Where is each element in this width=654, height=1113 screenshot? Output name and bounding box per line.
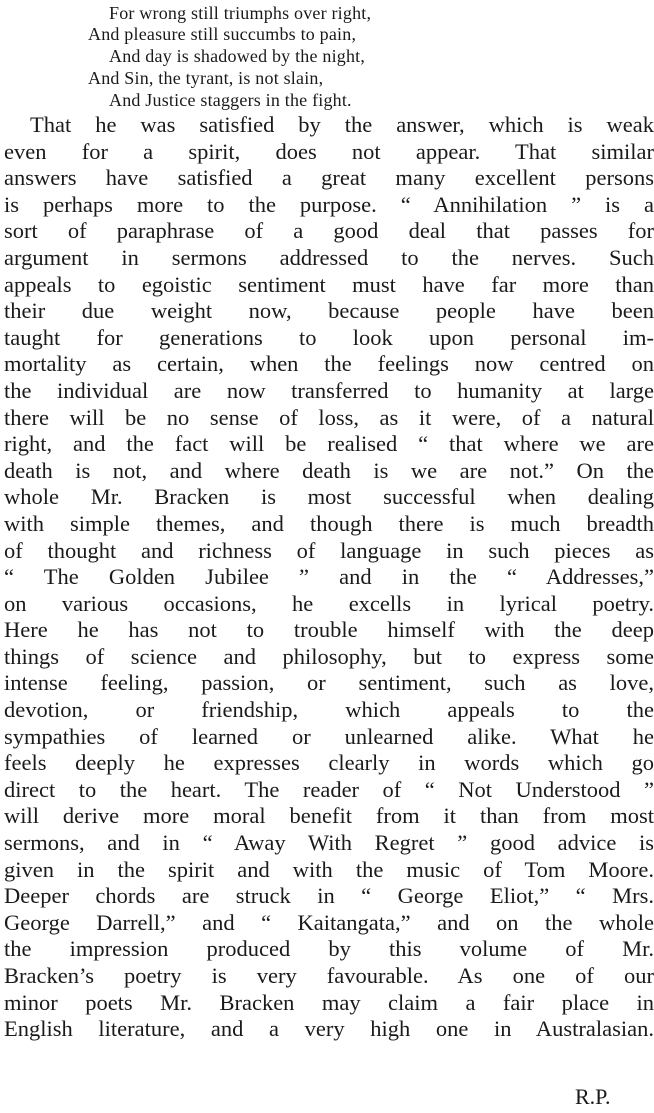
- paragraph-line: Deeper chords are struck in “ George Eliot,” “ Mrs.: [4, 883, 654, 909]
- paragraph-line: of thought and richness of language in such pieces as: [4, 537, 654, 563]
- review-paragraph: [4, 112, 654, 1043]
- paragraph-line: minor poets Mr. Bracken may claim a fair place in: [4, 989, 654, 1015]
- paragraph-line: George Darrell,” and “ Kaitangata,” and on the whole: [4, 909, 654, 935]
- paragraph-line: right, and the fact will be realised “ that where we are: [4, 431, 654, 457]
- paragraph-line: That he was satisfied by the answer, which is weak: [30, 112, 654, 137]
- paragraph-line: answers have satisfied a great many excellent persons: [4, 165, 654, 191]
- paragraph-line: Here he has not to trouble himself with the deep: [4, 617, 654, 643]
- paragraph-line: sermons, and in “ Away With Regret ” good advice is: [4, 830, 654, 856]
- paragraph-line: given in the spirit and with the music of Tom Moore.: [4, 856, 654, 882]
- paragraph-line: sort of paraphrase of a good deal that passes for: [4, 218, 654, 244]
- paragraph-line: on various occasions, he excells in lyrical poetry.: [4, 590, 654, 616]
- paragraph-line: devotion, or friendship, which appeals to the: [4, 697, 654, 723]
- paragraph-line: argument in sermons addressed to the nerves. Such: [4, 244, 654, 270]
- paragraph-line: the impression produced by this volume of Mr.: [4, 936, 654, 962]
- paragraph-line: their due weight now, because people have been: [4, 298, 654, 324]
- poem-line: For wrong still triumphs over right,: [109, 3, 372, 23]
- poem-line: And pleasure still succumbs to pain,: [88, 24, 357, 44]
- paragraph-line: things of science and philosophy, but to express some: [4, 643, 654, 669]
- paragraph-line: whole Mr. Bracken is most successful when dealing: [4, 484, 654, 510]
- paragraph-line: appeals to egoistic sentiment must have far more than: [4, 271, 654, 297]
- paragraph-line: the individual are now transferred to humanity at large: [4, 377, 654, 403]
- paragraph-line: intense feeling, passion, or sentiment, such as love,: [4, 670, 654, 696]
- paragraph-line: feels deeply he expresses clearly in words which go: [4, 750, 654, 776]
- paragraph-line: “ The Golden Jubilee ” and in the “ Addresses,”: [4, 564, 654, 590]
- author-signature: R.P.: [575, 1084, 611, 1109]
- poem-line: And Sin, the tyrant, is not slain,: [88, 68, 324, 88]
- poem-line: And Justice staggers in the fight.: [109, 90, 352, 110]
- paragraph-line: sympathies of learned or unlearned alike. What he: [4, 723, 654, 749]
- paragraph-line: will derive more moral benefit from it than from most: [4, 803, 654, 829]
- paragraph-line: death is not, and where death is we are not.” On the: [4, 457, 654, 483]
- paragraph-line: even for a spirit, does not appear. That similar: [4, 138, 654, 164]
- paragraph-line: there will be no sense of loss, as it were, of a natural: [4, 404, 654, 430]
- paragraph-line: English literature, and a very high one in Australasian.: [4, 1016, 654, 1042]
- poem-line: And day is shadowed by the night,: [109, 46, 366, 66]
- paragraph-line: Bracken’s poetry is very favourable. As one of our: [4, 963, 654, 988]
- paragraph-line: is perhaps more to the purpose. “ Annihilation ” is a: [4, 191, 654, 217]
- paragraph-line: direct to the heart. The reader of “ Not Understood ”: [4, 776, 654, 802]
- paragraph-line: with simple themes, and though there is much breadth: [4, 510, 654, 536]
- paragraph-line: taught for generations to look upon personal im-: [4, 324, 654, 350]
- paragraph-line: mortality as certain, when the feelings now centred on: [4, 351, 654, 377]
